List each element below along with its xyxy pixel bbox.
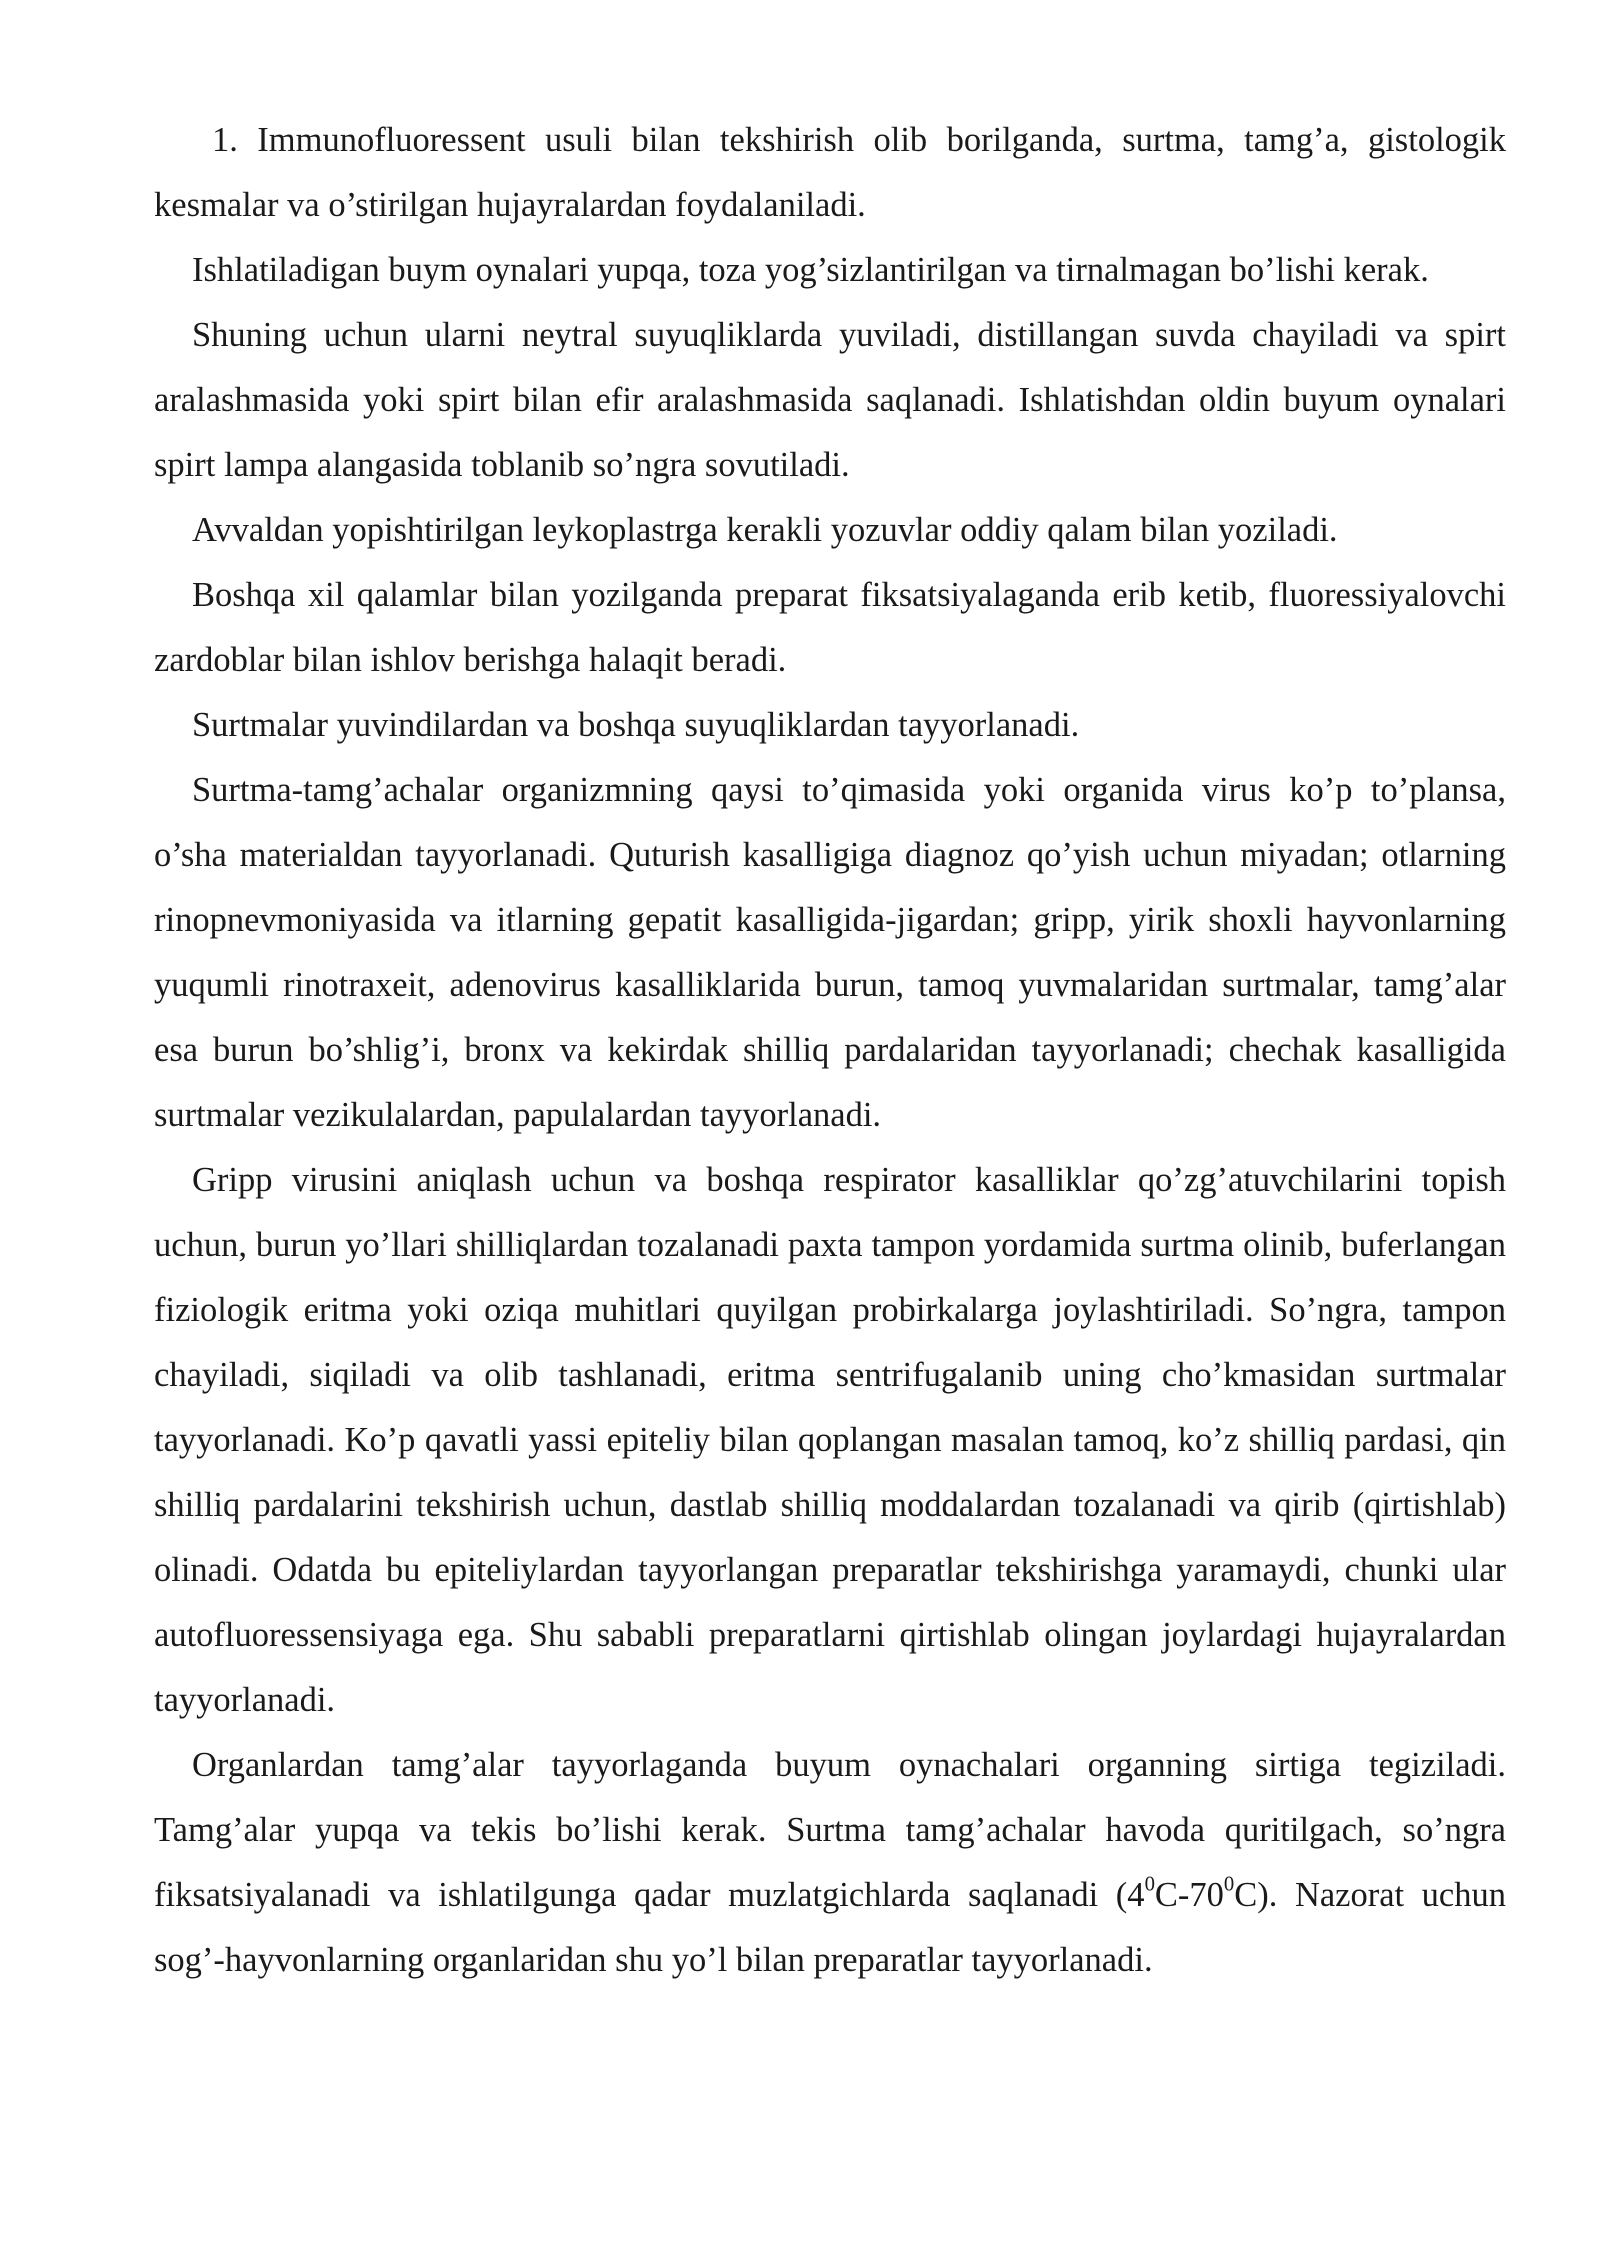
paragraph-influenza-detection: Gripp virusini aniqlash uchun va boshqa respirator kasalliklar qo’zg’atuvchilarini topish uchun, burun yo’llari shilliqlardan tozalanadi paxta tampon yordamida surtma olinib, buferlangan fiziologik eritma yoki oziqa muhitlari quyilgan probirkalarga joylashtiriladi. So’ngra, tampon chayiladi, siqiladi va olib tashlanadi, eritma sentrifugalanib uning cho’kmasidan surtmalar tayyorlanadi. Ko’p qavatli yassi epiteliy bilan qoplangan masalan tamoq, ko’z shilliq pardasi, qin shilliq pardalarini tekshirish uchun, dastlab shilliq moddalardan tozalanadi va qirib (qirtishlab) olinadi. Odatda bu epiteliylardan tayyorlangan preparatlar tekshirishga yaramaydi, chunki ular autofluoressensiyaga ega. Shu sababli preparatlarni qirtishlab olingan joylardagi hujayralardan tayyorlanadi. (154, 1161, 1506, 1719)
paragraph-pencil-warning: Boshqa xil qalamlar bilan yozilganda preparat fiksatsiyalaganda erib ketib, fluoressiyalovchi zardoblar bilan ishlov berishga halaqit beradi. (154, 576, 1506, 679)
imprints-text-part3: C). Nazorat uchun sog’-hayvonlarning organlaridan shu yo’l bilan preparatlar tayyorlanadi. (154, 1876, 1506, 1979)
paragraph-slide-washing: Shuning uchun ularni neytral suyuqliklarda yuviladi, distillangan suvda chayiladi va spirt aralashmasida yoki spirt bilan efir aralashmasida saqlanadi. Ishlatishdan oldin buyum oynalari spirt lampa alangasida toblanib so’ngra sovutiladi. (154, 316, 1506, 484)
imprints-text-part1: Organlardan tamg’alar tayyorlaganda buyum oynachalari organning sirtiga tegiziladi. Tamg’alar yupqa va tekis bo’lishi kerak. Surtma tamg’achalar havoda quritilgach, so’ngra fiksatsiyalanadi va ishlatilgunga qadar muzlatgichlarda saqlanadi (4 (154, 1746, 1506, 1914)
document-page (154, 108, 1506, 1993)
paragraph-smear-organs: Surtma-tamg’achalar organizmning qaysi to’qimasida yoki organida virus ko’p to’plansa, o’sha materialdan tayyorlanadi. Quturish kasalligiga diagnoz qo’yish uchun miyadan; otlarning rinopnevmoniyasida va itlarning gepatit kasalligida-jigardan; gripp, yirik shoxli hayvonlarning yuqumli rinotraxeit, adenovirus kasalliklarida burun, tamoq yuvmalaridan surtmalar, tamg’alar esa burun bo’shlig’i, bronx va kekirdak shilliq pardalaridan tayyorlanadi; chechak kasalligida surtmalar vezikulalardan, papulalardan tayyorlanadi. (154, 771, 1506, 1134)
paragraph-slide-requirements: Ishlatiladigan buym oynalari yupqa, toza yog’sizlantirilgan va tirnalmagan bo’lishi kerak. (192, 251, 1429, 289)
paragraph-organ-imprints (154, 1733, 1506, 1993)
paragraph-smear-sources: Surtmalar yuvindilardan va boshqa suyuqliklardan tayyorlanadi. (192, 706, 1080, 744)
paragraph-immunofluorescence-intro: 1. Immunofluoressent usuli bilan tekshirish olib borilganda, surtma, tamg’a, gistologik kesmalar va o’stirilgan hujayralardan foydalaniladi. (154, 121, 1506, 224)
paragraph-labeling: Avvaldan yopishtirilgan leykoplastrga kerakli yozuvlar oddiy qalam bilan yoziladi. (192, 511, 1338, 549)
degree-superscript-1: 0 (1144, 1873, 1155, 1896)
degree-superscript-2: 0 (1223, 1873, 1235, 1896)
imprints-text-part2: C-70 (1154, 1876, 1224, 1914)
